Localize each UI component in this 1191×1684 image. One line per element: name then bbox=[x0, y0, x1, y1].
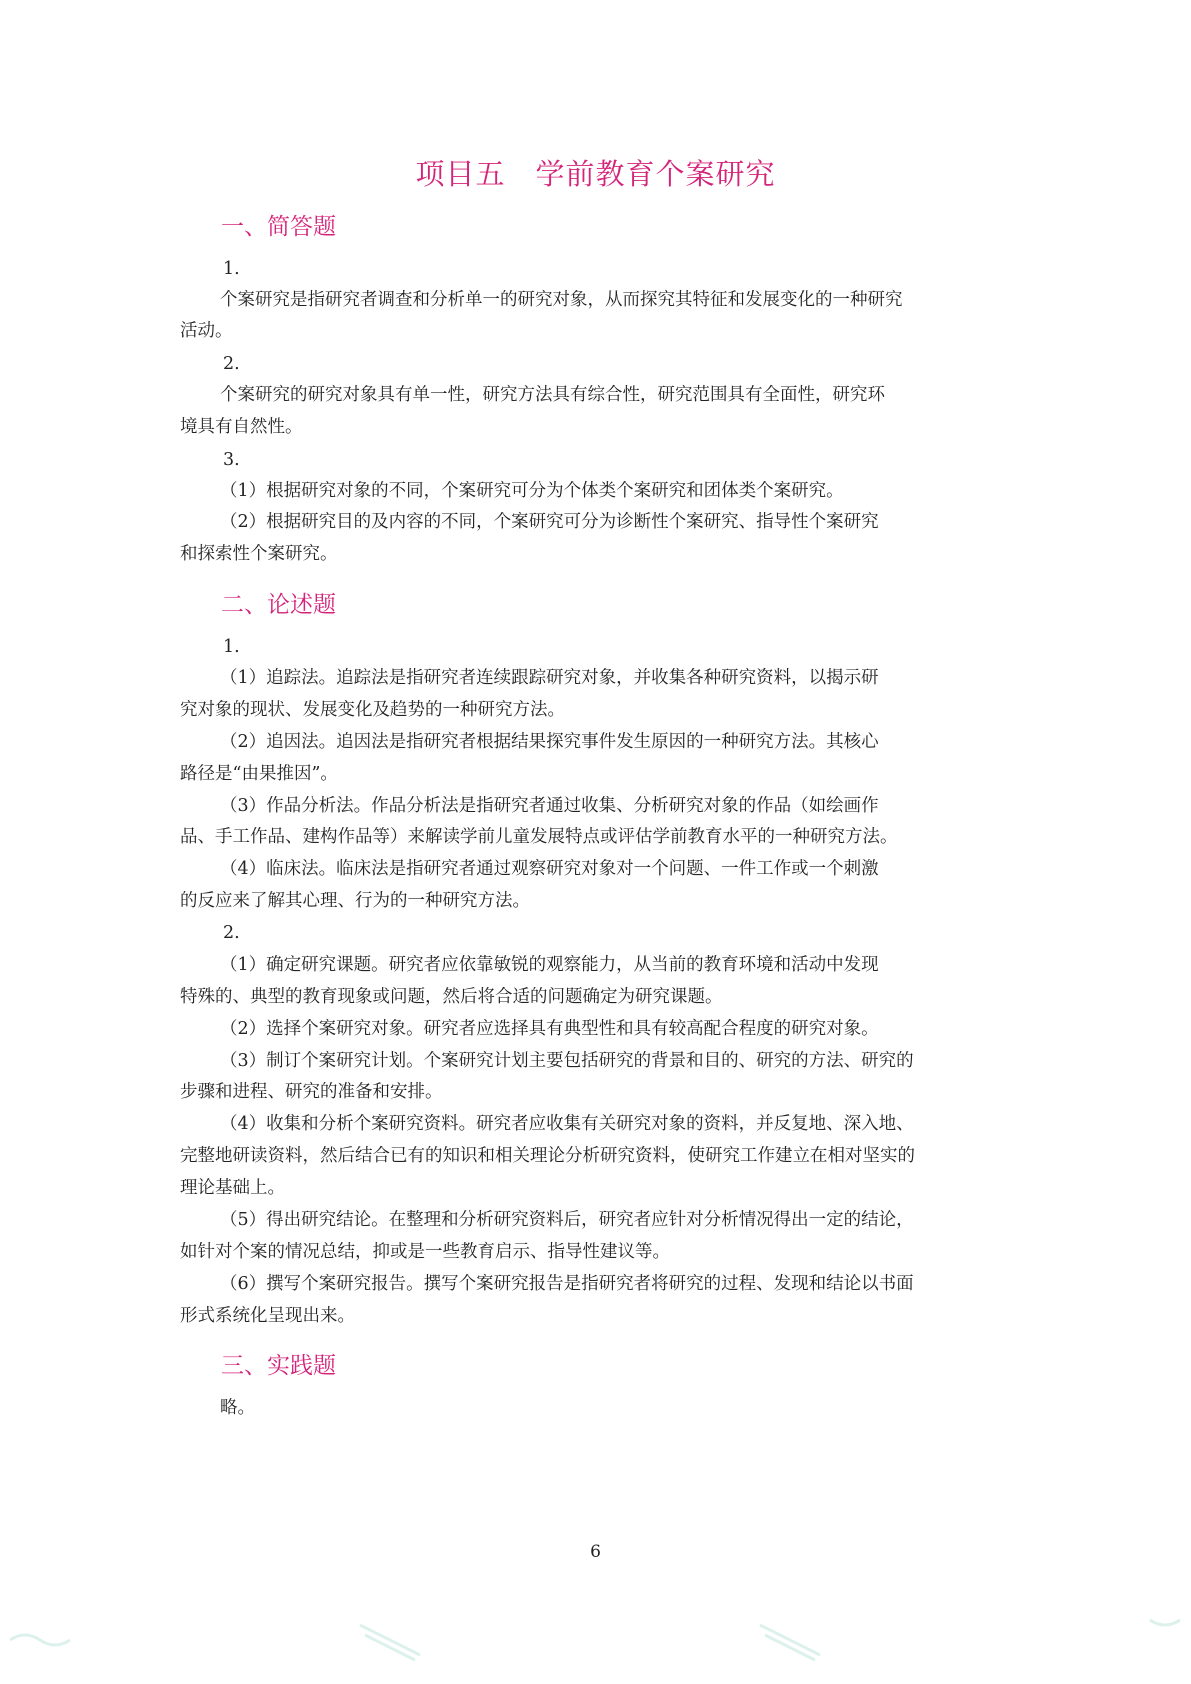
paragraph-line: （3）作品分析法。作品分析法是指研究者通过收集、分析研究对象的作品（如绘画作 bbox=[220, 796, 879, 816]
paragraph-line: （1）追踪法。追踪法是指研究者连续跟踪研究对象，并收集各种研究资料，以揭示研 bbox=[220, 668, 879, 688]
paragraph-line: 的反应来了解其心理、行为的一种研究方法。 bbox=[180, 891, 530, 911]
paragraph-line: （3）制订个案研究计划。个案研究计划主要包括研究的背景和目的、研究的方法、研究的 bbox=[220, 1051, 914, 1071]
section-heading-short-answer: 一、简答题 bbox=[221, 214, 336, 240]
paragraph-line: 个案研究的研究对象具有单一性，研究方法具有综合性，研究范围具有全面性，研究环 bbox=[220, 385, 885, 405]
paragraph-line: 和探索性个案研究。 bbox=[180, 544, 338, 564]
paragraph-line: 境具有自然性。 bbox=[180, 417, 303, 437]
page-number: 6 bbox=[590, 1542, 601, 1562]
paragraph-line: 活动。 bbox=[180, 321, 233, 341]
paragraph-line: 究对象的现状、发展变化及趋势的一种研究方法。 bbox=[180, 700, 565, 720]
question-number: 1. bbox=[223, 637, 240, 657]
paragraph-line: （6）撰写个案研究报告。撰写个案研究报告是指研究者将研究的过程、发现和结论以书面 bbox=[220, 1274, 914, 1294]
paragraph-line: （2）选择个案研究对象。研究者应选择具有典型性和具有较高配合程度的研究对象。 bbox=[220, 1019, 879, 1039]
paragraph-line: （2）根据研究目的及内容的不同，个案研究可分为诊断性个案研究、指导性个案研究 bbox=[220, 512, 879, 532]
paragraph-line: （2）追因法。追因法是指研究者根据结果探究事件发生原因的一种研究方法。其核心 bbox=[220, 732, 879, 752]
paragraph-line: 品、手工作品、建构作品等）来解读学前儿童发展特点或评估学前教育水平的一种研究方法。 bbox=[180, 827, 898, 847]
section-heading-essay: 二、论述题 bbox=[221, 592, 336, 618]
section-heading-practice: 三、实践题 bbox=[221, 1353, 336, 1379]
paragraph-line: 理论基础上。 bbox=[180, 1178, 285, 1198]
paragraph-line: （4）临床法。临床法是指研究者通过观察研究对象对一个问题、一件工作或一个刺激 bbox=[220, 859, 879, 879]
paragraph-line: 步骤和进程、研究的准备和安排。 bbox=[180, 1082, 443, 1102]
paragraph-line: 特殊的、典型的教育现象或问题，然后将合适的问题确定为研究课题。 bbox=[180, 987, 723, 1007]
paragraph-line: 形式系统化呈现出来。 bbox=[180, 1306, 355, 1326]
paragraph-line: 个案研究是指研究者调查和分析单一的研究对象，从而探究其特征和发展变化的一种研究 bbox=[220, 290, 903, 310]
paragraph-line: （1）根据研究对象的不同，个案研究可分为个体类个案研究和团体类个案研究。 bbox=[220, 481, 844, 501]
paragraph-line: （1）确定研究课题。研究者应依靠敏锐的观察能力，从当前的教育环境和活动中发现 bbox=[220, 955, 879, 975]
paragraph-line: 略。 bbox=[220, 1398, 255, 1418]
question-number: 2. bbox=[223, 354, 240, 374]
page-title: 项目五 学前教育个案研究 bbox=[415, 157, 776, 191]
paragraph-line: （5）得出研究结论。在整理和分析研究资料后，研究者应针对分析情况得出一定的结论， bbox=[220, 1210, 914, 1230]
paragraph-line: （4）收集和分析个案研究资料。研究者应收集有关研究对象的资料，并反复地、深入地、 bbox=[220, 1114, 914, 1134]
paragraph-line: 路径是“由果推因”。 bbox=[180, 764, 338, 784]
paragraph-line: 完整地研读资料，然后结合已有的知识和相关理论分析研究资料，使研究工作建立在相对坚实的 bbox=[180, 1146, 915, 1166]
watermark-decoration bbox=[0, 1600, 1191, 1684]
question-number: 3. bbox=[223, 450, 240, 470]
question-number: 2. bbox=[223, 923, 240, 943]
question-number: 1. bbox=[223, 259, 240, 279]
paragraph-line: 如针对个案的情况总结，抑或是一些教育启示、指导性建议等。 bbox=[180, 1242, 670, 1262]
